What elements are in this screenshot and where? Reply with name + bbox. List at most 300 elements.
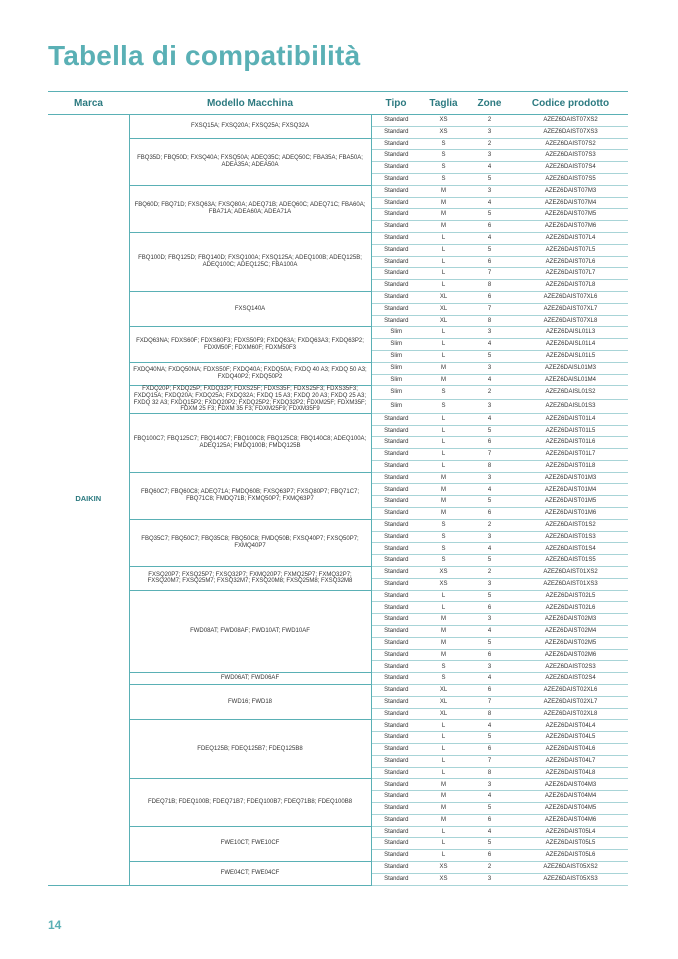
zone-cell: 5 — [466, 838, 513, 850]
zone-cell: 4 — [466, 339, 513, 351]
tipo-cell: Standard — [371, 173, 421, 185]
taglia-cell: XS — [421, 115, 466, 127]
codice-cell: AZEZ6DAIST04M6 — [513, 814, 628, 826]
taglia-cell: M — [421, 508, 466, 520]
zone-cell: 3 — [466, 126, 513, 138]
codice-cell: AZEZ6DAIST07S4 — [513, 162, 628, 174]
codice-cell: AZEZ6DAIST02M6 — [513, 649, 628, 661]
header-zone: Zone — [466, 92, 513, 115]
zone-cell: 6 — [466, 221, 513, 233]
header-taglia: Taglia — [421, 92, 466, 115]
zone-cell: 4 — [466, 484, 513, 496]
taglia-cell: L — [421, 590, 466, 602]
codice-cell: AZEZ6DAIST04L7 — [513, 755, 628, 767]
taglia-cell: XS — [421, 578, 466, 590]
zone-cell: 3 — [466, 873, 513, 885]
codice-cell: AZEZ6DAIST02XL8 — [513, 708, 628, 720]
header-tipo: Tipo — [371, 92, 421, 115]
model-cell: FBQ100C7; FBQ125C7; FBQ140C7; FBQ100C8; FBQ125C8; FBQ140C8; ADEQ100A; ADEQ125A; FMDQ100B; FMDQ125B — [129, 413, 371, 472]
zone-cell: 5 — [466, 244, 513, 256]
taglia-cell: XS — [421, 861, 466, 873]
table-row — [48, 386, 628, 400]
table-row — [48, 115, 628, 127]
zone-cell: 3 — [466, 327, 513, 339]
zone-cell: 3 — [466, 661, 513, 673]
tipo-cell: Standard — [371, 115, 421, 127]
taglia-cell: L — [421, 460, 466, 472]
taglia-cell: L — [421, 437, 466, 449]
codice-cell: AZEZ6DAIST07XL8 — [513, 315, 628, 327]
zone-cell: 5 — [466, 590, 513, 602]
taglia-cell: M — [421, 803, 466, 815]
table-row — [48, 590, 628, 602]
codice-cell: AZEZ6DAIST07XS3 — [513, 126, 628, 138]
zone-cell: 4 — [466, 791, 513, 803]
codice-cell: AZEZ6DAISL01L3 — [513, 327, 628, 339]
table-row — [48, 291, 628, 303]
tipo-cell: Standard — [371, 814, 421, 826]
tipo-cell: Standard — [371, 555, 421, 567]
taglia-cell: L — [421, 449, 466, 461]
taglia-cell: M — [421, 626, 466, 638]
taglia-cell: M — [421, 472, 466, 484]
tipo-cell: Standard — [371, 303, 421, 315]
zone-cell: 5 — [466, 173, 513, 185]
zone-cell: 6 — [466, 649, 513, 661]
taglia-cell: S — [421, 531, 466, 543]
model-cell: FDEQ125B; FDEQ125B7; FDEQ125B8 — [129, 720, 371, 779]
table-row — [48, 861, 628, 873]
codice-cell: AZEZ6DAIST04M3 — [513, 779, 628, 791]
codice-cell: AZEZ6DAIST05XS3 — [513, 873, 628, 885]
zone-cell: 3 — [466, 362, 513, 374]
taglia-cell: XL — [421, 685, 466, 697]
tipo-cell: Standard — [371, 315, 421, 327]
codice-cell: AZEZ6DAIST04M4 — [513, 791, 628, 803]
taglia-cell: S — [421, 555, 466, 567]
model-cell: FWD16; FWD18 — [129, 685, 371, 720]
tipo-cell: Standard — [371, 138, 421, 150]
codice-cell: AZEZ6DAIST01S2 — [513, 519, 628, 531]
tipo-cell: Standard — [371, 779, 421, 791]
zone-cell: 7 — [466, 449, 513, 461]
zone-cell: 3 — [466, 472, 513, 484]
codice-cell: AZEZ6DAIST05XS2 — [513, 861, 628, 873]
table-row — [48, 472, 628, 484]
zone-cell: 7 — [466, 755, 513, 767]
codice-cell: AZEZ6DAISL01M3 — [513, 362, 628, 374]
zone-cell: 8 — [466, 280, 513, 292]
zone-cell: 2 — [466, 386, 513, 400]
tipo-cell: Standard — [371, 696, 421, 708]
taglia-cell: L — [421, 755, 466, 767]
taglia-cell: L — [421, 602, 466, 614]
codice-cell: AZEZ6DAIST01S3 — [513, 531, 628, 543]
codice-cell: AZEZ6DAIST02S4 — [513, 673, 628, 685]
tipo-cell: Slim — [371, 400, 421, 414]
tipo-cell: Slim — [371, 327, 421, 339]
table-row — [48, 826, 628, 838]
model-cell: FBQ60D; FBQ71D; FXSQ63A; FXSQ80A; ADEQ71B; ADEQ60C; ADEQ71C; FBA60A; FBA71A; ADEA60A; ADEA71A — [129, 185, 371, 232]
taglia-cell: M — [421, 185, 466, 197]
zone-cell: 3 — [466, 779, 513, 791]
zone-cell: 4 — [466, 374, 513, 386]
zone-cell: 3 — [466, 185, 513, 197]
taglia-cell: M — [421, 374, 466, 386]
codice-cell: AZEZ6DAIST01XS3 — [513, 578, 628, 590]
zone-cell: 6 — [466, 508, 513, 520]
zone-cell: 6 — [466, 256, 513, 268]
codice-cell: AZEZ6DAIST07L7 — [513, 268, 628, 280]
codice-cell: AZEZ6DAISL01M4 — [513, 374, 628, 386]
table-row — [48, 779, 628, 791]
tipo-cell: Slim — [371, 386, 421, 400]
tipo-cell: Standard — [371, 590, 421, 602]
header-marca: Marca — [48, 92, 129, 115]
taglia-cell: S — [421, 543, 466, 555]
table-row — [48, 413, 628, 425]
taglia-cell: XS — [421, 567, 466, 579]
zone-cell: 3 — [466, 400, 513, 414]
tipo-cell: Standard — [371, 449, 421, 461]
tipo-cell: Standard — [371, 567, 421, 579]
zone-cell: 2 — [466, 861, 513, 873]
zone-cell: 7 — [466, 268, 513, 280]
model-cell: FWD08AT; FWD08AF; FWD10AT; FWD10AF — [129, 590, 371, 673]
tipo-cell: Standard — [371, 484, 421, 496]
codice-cell: AZEZ6DAIST05L6 — [513, 850, 628, 862]
tipo-cell: Standard — [371, 460, 421, 472]
codice-cell: AZEZ6DAIST01M6 — [513, 508, 628, 520]
tipo-cell: Standard — [371, 791, 421, 803]
taglia-cell: M — [421, 791, 466, 803]
brand-cell: DAIKIN — [48, 115, 129, 886]
header-modello: Modello Macchina — [129, 92, 371, 115]
codice-cell: AZEZ6DAIST04L6 — [513, 744, 628, 756]
codice-cell: AZEZ6DAIST05L4 — [513, 826, 628, 838]
tipo-cell: Standard — [371, 291, 421, 303]
model-cell: FXDQ20P; FXDQ25P; FXDQ32P; FDXS25F; FDXS35F; FDXS25F3; FDXS35F3; FXDQ15A; FXDQ20A; FXDQ25A; FXDQ32A; FXDQ 15 A3; FXDQ 20 A3; FXDQ 25 A3; FXDQ 32 A3; FXDQ15P2; FXDQ20P2; FXDQ25P2; FXDQ32P2; FDXM25F; FDXM35F; FDXM 25 F3; FDXM 35 F3; FDXM25F9; FDXM35F9 — [129, 386, 371, 413]
model-cell: FBQ35D; FBQ50D; FXSQ40A; FXSQ50A; ADEQ35C; ADEQ50C; FBA35A; FBA50A; ADEA35A; ADEA50A — [129, 138, 371, 185]
zone-cell: 4 — [466, 673, 513, 685]
tipo-cell: Standard — [371, 755, 421, 767]
taglia-cell: S — [421, 519, 466, 531]
codice-cell: AZEZ6DAIST04M5 — [513, 803, 628, 815]
model-cell: FWD06AT; FWD06AF — [129, 673, 371, 685]
tipo-cell: Standard — [371, 185, 421, 197]
tipo-cell: Standard — [371, 637, 421, 649]
tipo-cell: Standard — [371, 673, 421, 685]
zone-cell: 4 — [466, 543, 513, 555]
codice-cell: AZEZ6DAISL01S2 — [513, 386, 628, 400]
zone-cell: 6 — [466, 744, 513, 756]
taglia-cell: L — [421, 732, 466, 744]
tipo-cell: Standard — [371, 661, 421, 673]
tipo-cell: Standard — [371, 861, 421, 873]
tipo-cell: Standard — [371, 838, 421, 850]
header-row — [48, 92, 628, 115]
table-row — [48, 362, 628, 374]
zone-cell: 5 — [466, 555, 513, 567]
taglia-cell: M — [421, 779, 466, 791]
table-row — [48, 138, 628, 150]
zone-cell: 3 — [466, 150, 513, 162]
codice-cell: AZEZ6DAIST07S3 — [513, 150, 628, 162]
tipo-cell: Standard — [371, 126, 421, 138]
taglia-cell: S — [421, 661, 466, 673]
compatibility-table — [48, 91, 628, 886]
table-row — [48, 519, 628, 531]
codice-cell: AZEZ6DAISL01S3 — [513, 400, 628, 414]
tipo-cell: Standard — [371, 232, 421, 244]
codice-cell: AZEZ6DAIST01L8 — [513, 460, 628, 472]
tipo-cell: Standard — [371, 508, 421, 520]
codice-cell: AZEZ6DAIST01M3 — [513, 472, 628, 484]
codice-cell: AZEZ6DAIST07L6 — [513, 256, 628, 268]
model-cell: FDEQ71B; FDEQ100B; FDEQ71B7; FDEQ100B7; FDEQ71B8; FDEQ100B8 — [129, 779, 371, 826]
zone-cell: 5 — [466, 350, 513, 362]
codice-cell: AZEZ6DAIST04L8 — [513, 767, 628, 779]
codice-cell: AZEZ6DAIST02M5 — [513, 637, 628, 649]
tipo-cell: Standard — [371, 531, 421, 543]
tipo-cell: Standard — [371, 209, 421, 221]
tipo-cell: Standard — [371, 732, 421, 744]
tipo-cell: Standard — [371, 850, 421, 862]
taglia-cell: L — [421, 425, 466, 437]
tipo-cell: Standard — [371, 873, 421, 885]
codice-cell: AZEZ6DAIST01L7 — [513, 449, 628, 461]
zone-cell: 8 — [466, 708, 513, 720]
tipo-cell: Standard — [371, 244, 421, 256]
tipo-cell: Standard — [371, 162, 421, 174]
zone-cell: 2 — [466, 519, 513, 531]
taglia-cell: M — [421, 814, 466, 826]
codice-cell: AZEZ6DAIST01S4 — [513, 543, 628, 555]
codice-cell: AZEZ6DAIST07S2 — [513, 138, 628, 150]
table-row — [48, 720, 628, 732]
tipo-cell: Standard — [371, 626, 421, 638]
codice-cell: AZEZ6DAIST07L8 — [513, 280, 628, 292]
codice-cell: AZEZ6DAIST07M4 — [513, 197, 628, 209]
zone-cell: 4 — [466, 826, 513, 838]
tipo-cell: Standard — [371, 425, 421, 437]
taglia-cell: M — [421, 496, 466, 508]
taglia-cell: L — [421, 826, 466, 838]
codice-cell: AZEZ6DAIST07L4 — [513, 232, 628, 244]
taglia-cell: S — [421, 673, 466, 685]
taglia-cell: L — [421, 327, 466, 339]
zone-cell: 6 — [466, 814, 513, 826]
taglia-cell: L — [421, 256, 466, 268]
zone-cell: 7 — [466, 696, 513, 708]
codice-cell: AZEZ6DAIST01M5 — [513, 496, 628, 508]
model-cell: FBQ100D; FBQ125D; FBQ140D; FXSQ100A; FXSQ125A; ADEQ100B; ADEQ125B; ADEQ100C; ADEQ125C; FBA100A — [129, 232, 371, 291]
taglia-cell: L — [421, 244, 466, 256]
taglia-cell: M — [421, 649, 466, 661]
codice-cell: AZEZ6DAIST01M4 — [513, 484, 628, 496]
page-number: 14 — [48, 918, 62, 932]
codice-cell: AZEZ6DAIST07L5 — [513, 244, 628, 256]
tipo-cell: Standard — [371, 221, 421, 233]
table-row — [48, 185, 628, 197]
taglia-cell: S — [421, 162, 466, 174]
tipo-cell: Slim — [371, 362, 421, 374]
tipo-cell: Standard — [371, 437, 421, 449]
zone-cell: 5 — [466, 425, 513, 437]
model-cell: FBQ35C7; FBQ50C7; FBQ35C8; FBQ50C8; FMDQ50B; FXSQ40P7; FXSQ50P7; FXMQ40P7 — [129, 519, 371, 566]
tipo-cell: Slim — [371, 350, 421, 362]
taglia-cell: M — [421, 221, 466, 233]
tipo-cell: Standard — [371, 578, 421, 590]
taglia-cell: L — [421, 767, 466, 779]
table-body — [48, 115, 628, 886]
tipo-cell: Standard — [371, 602, 421, 614]
taglia-cell: L — [421, 339, 466, 351]
codice-cell: AZEZ6DAIST07M5 — [513, 209, 628, 221]
taglia-cell: L — [421, 413, 466, 425]
tipo-cell: Standard — [371, 519, 421, 531]
codice-cell: AZEZ6DAIST02L5 — [513, 590, 628, 602]
taglia-cell: L — [421, 838, 466, 850]
taglia-cell: M — [421, 637, 466, 649]
tipo-cell: Standard — [371, 472, 421, 484]
zone-cell: 4 — [466, 162, 513, 174]
codice-cell: AZEZ6DAIST07M3 — [513, 185, 628, 197]
taglia-cell: S — [421, 173, 466, 185]
codice-cell: AZEZ6DAIST07S5 — [513, 173, 628, 185]
taglia-cell: S — [421, 138, 466, 150]
codice-cell: AZEZ6DAIST02S3 — [513, 661, 628, 673]
codice-cell: AZEZ6DAIST01L4 — [513, 413, 628, 425]
codice-cell: AZEZ6DAIST02XL7 — [513, 696, 628, 708]
tipo-cell: Standard — [371, 685, 421, 697]
taglia-cell: S — [421, 400, 466, 414]
model-cell: FXDQ40NA; FXDQ50NA; FDXS50F; FXDQ40A; FXDQ50A; FXDQ 40 A3; FXDQ 50 A3; FXDQ40P2; FXDQ50P2 — [129, 362, 371, 386]
taglia-cell: M — [421, 484, 466, 496]
tipo-cell: Standard — [371, 720, 421, 732]
zone-cell: 6 — [466, 602, 513, 614]
codice-cell: AZEZ6DAIST01S5 — [513, 555, 628, 567]
zone-cell: 5 — [466, 496, 513, 508]
codice-cell: AZEZ6DAISL01L4 — [513, 339, 628, 351]
taglia-cell: XL — [421, 291, 466, 303]
tipo-cell: Standard — [371, 826, 421, 838]
tipo-cell: Standard — [371, 649, 421, 661]
taglia-cell: XL — [421, 696, 466, 708]
codice-cell: AZEZ6DAIST04L4 — [513, 720, 628, 732]
zone-cell: 4 — [466, 413, 513, 425]
table-row — [48, 685, 628, 697]
model-cell: FXSQ20P7; FXSQ25P7; FXSQ32P7; FXMQ20P7; FXMQ25P7; FXMQ32P7; FXSQ20M7; FXSQ25M7; FXSQ32M7; FXSQ20M8; FXSQ25M8; FXSQ32M8 — [129, 567, 371, 591]
taglia-cell: M — [421, 209, 466, 221]
tipo-cell: Standard — [371, 708, 421, 720]
codice-cell: AZEZ6DAIST04L5 — [513, 732, 628, 744]
zone-cell: 3 — [466, 531, 513, 543]
taglia-cell: L — [421, 720, 466, 732]
zone-cell: 3 — [466, 578, 513, 590]
taglia-cell: XL — [421, 303, 466, 315]
page-title: Tabella di compatibilità — [48, 40, 361, 71]
zone-cell: 8 — [466, 460, 513, 472]
codice-cell: AZEZ6DAIST07M6 — [513, 221, 628, 233]
codice-cell: AZEZ6DAIST02XL6 — [513, 685, 628, 697]
table-row — [48, 567, 628, 579]
taglia-cell: L — [421, 350, 466, 362]
zone-cell: 4 — [466, 720, 513, 732]
codice-cell: AZEZ6DAIST01L5 — [513, 425, 628, 437]
tipo-cell: Standard — [371, 268, 421, 280]
table-row — [48, 327, 628, 339]
zone-cell: 4 — [466, 626, 513, 638]
model-cell: FXDQ63NA; FDXS60F; FDXS60F3; FDXS50F9; FXDQ63A; FXDQ63A3; FXDQ63P2; FDXM50F; FDXM60F; FDXM50F3 — [129, 327, 371, 362]
zone-cell: 6 — [466, 291, 513, 303]
tipo-cell: Standard — [371, 197, 421, 209]
codice-cell: AZEZ6DAIST02M3 — [513, 614, 628, 626]
codice-cell: AZEZ6DAIST07XS2 — [513, 115, 628, 127]
model-cell: FXSQ140A — [129, 291, 371, 326]
taglia-cell: XL — [421, 315, 466, 327]
taglia-cell: L — [421, 850, 466, 862]
zone-cell: 6 — [466, 850, 513, 862]
tipo-cell: Slim — [371, 374, 421, 386]
taglia-cell: L — [421, 280, 466, 292]
taglia-cell: M — [421, 614, 466, 626]
tipo-cell: Standard — [371, 256, 421, 268]
zone-cell: 8 — [466, 767, 513, 779]
tipo-cell: Standard — [371, 614, 421, 626]
model-cell: FWE04CT; FWE04CF — [129, 861, 371, 885]
zone-cell: 5 — [466, 637, 513, 649]
codice-cell: AZEZ6DAIST02L6 — [513, 602, 628, 614]
taglia-cell: S — [421, 386, 466, 400]
tipo-cell: Slim — [371, 339, 421, 351]
codice-cell: AZEZ6DAIST01XS2 — [513, 567, 628, 579]
taglia-cell: L — [421, 268, 466, 280]
taglia-cell: S — [421, 150, 466, 162]
tipo-cell: Standard — [371, 803, 421, 815]
zone-cell: 2 — [466, 567, 513, 579]
taglia-cell: XS — [421, 126, 466, 138]
model-cell: FBQ60C7; FBQ60C8; ADEQ71A; FMDQ60B; FXSQ63P7; FXSQ80P7; FBQ71C7; FBQ71C8; FMDQ71B; FXMQ50P7; FXMQ63P7 — [129, 472, 371, 519]
model-cell: FXSQ15A; FXSQ20A; FXSQ25A; FXSQ32A — [129, 115, 371, 139]
zone-cell: 3 — [466, 614, 513, 626]
tipo-cell: Standard — [371, 280, 421, 292]
codice-cell: AZEZ6DAIST07XL6 — [513, 291, 628, 303]
tipo-cell: Standard — [371, 767, 421, 779]
codice-cell: AZEZ6DAIST05L5 — [513, 838, 628, 850]
taglia-cell: L — [421, 232, 466, 244]
codice-cell: AZEZ6DAIST07XL7 — [513, 303, 628, 315]
zone-cell: 5 — [466, 732, 513, 744]
zone-cell: 5 — [466, 803, 513, 815]
zone-cell: 6 — [466, 437, 513, 449]
model-cell: FWE10CT; FWE10CF — [129, 826, 371, 861]
zone-cell: 5 — [466, 209, 513, 221]
zone-cell: 7 — [466, 303, 513, 315]
table-row — [48, 232, 628, 244]
taglia-cell: M — [421, 362, 466, 374]
taglia-cell: M — [421, 197, 466, 209]
tipo-cell: Standard — [371, 150, 421, 162]
zone-cell: 4 — [466, 232, 513, 244]
codice-cell: AZEZ6DAIST02M4 — [513, 626, 628, 638]
tipo-cell: Standard — [371, 413, 421, 425]
taglia-cell: XS — [421, 873, 466, 885]
taglia-cell: L — [421, 744, 466, 756]
tipo-cell: Standard — [371, 496, 421, 508]
codice-cell: AZEZ6DAIST01L6 — [513, 437, 628, 449]
codice-cell: AZEZ6DAISL01L5 — [513, 350, 628, 362]
